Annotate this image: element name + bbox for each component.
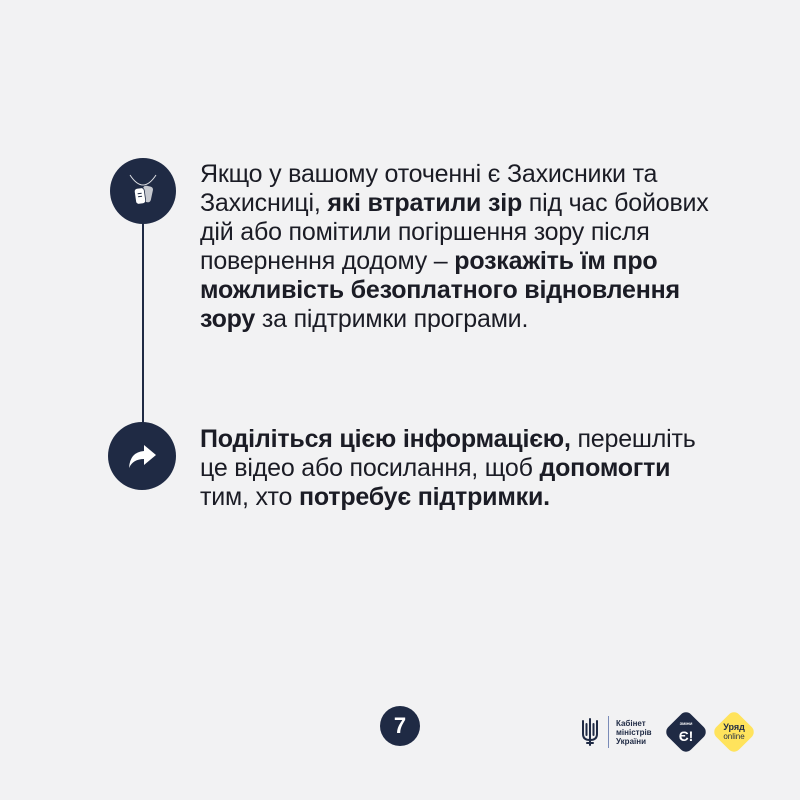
logo-separator xyxy=(608,716,609,748)
zmin-small-text: ЗМІНИ xyxy=(679,721,693,726)
text-bold: потребує підтримки. xyxy=(298,483,550,511)
uryad-top-text: Уряд xyxy=(723,722,745,732)
cabinet-line: України xyxy=(616,736,647,746)
text-segment: під час бойових дій або помітили погіршення зору після повернення додому – xyxy=(200,189,709,275)
text-bold: допомогти xyxy=(539,454,671,482)
text-segment: перешліть це відео або посилання, щоб xyxy=(200,425,696,482)
cabinet-logo xyxy=(616,719,660,746)
page-number: 7 xyxy=(380,706,420,746)
cabinet-line: Кабінет xyxy=(616,718,646,728)
text-segment: тим, хто xyxy=(200,483,299,511)
uryad-online-logo xyxy=(714,712,754,752)
uryad-bottom-text: online xyxy=(723,732,745,741)
dog-tags-icon xyxy=(110,158,176,224)
text-bold: розкажіть їм про можливість безоплатного відновлення зору xyxy=(200,247,680,333)
info-paragraph xyxy=(200,160,720,334)
trident-icon xyxy=(580,717,600,747)
share-arrow-icon xyxy=(108,422,176,490)
text-bold: Поділіться цією інформацією, xyxy=(200,425,571,453)
share-paragraph xyxy=(200,425,720,512)
cabinet-line: міністрів xyxy=(616,727,652,737)
zmin-main-text: Є! xyxy=(678,727,694,744)
text-segment: за підтримки програми. xyxy=(255,305,529,333)
timeline-line xyxy=(142,220,144,432)
zmin-ye-logo xyxy=(666,712,706,752)
text-bold: які втратили зір xyxy=(327,189,523,217)
footer-logos xyxy=(580,708,754,756)
text-segment: Якщо у вашому оточенні є Захисники та Захисниці, xyxy=(200,160,658,217)
